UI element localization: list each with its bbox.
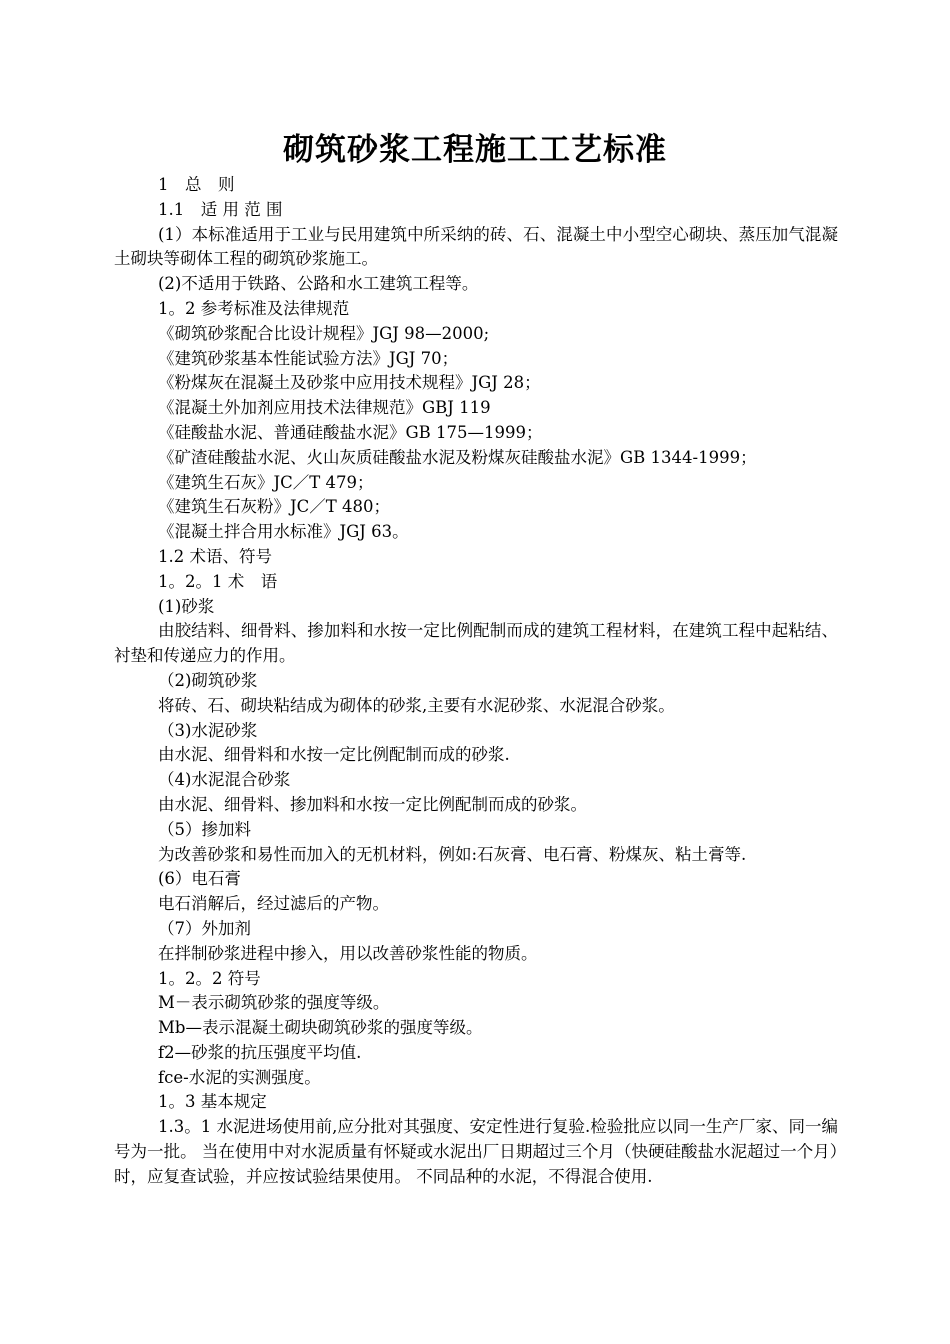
paragraph: 为改善砂浆和易性而加入的无机材料，例如:石灰膏、电石膏、粉煤灰、粘土膏等. [158,844,747,864]
paragraph: 1。2 参考标准及法律规范 [158,298,350,318]
paragraph: 1。2。1 术 语 [158,571,278,591]
paragraph: Mb—表示混凝土砌块砌筑砂浆的强度等级。 [158,1018,483,1038]
paragraph: 《建筑砂浆基本性能试验方法》JGJ 70； [158,348,459,368]
paragraph: 在拌制砂浆进程中掺入，用以改善砂浆性能的物质。 [158,943,538,963]
paragraph: 将砖、石、砌块粘结成为砌体的砂浆,主要有水泥砂浆、水泥混合砂浆。 [158,695,675,715]
paragraph: 由水泥、细骨料、掺加料和水按一定比例配制而成的砂浆。 [158,794,587,814]
paragraph: 《混凝土拌合用水标准》JGJ 63。 [158,522,409,542]
paragraph: 1。3 基本规定 [158,1092,267,1112]
paragraph: M－表示砌筑砂浆的强度等级。 [158,993,390,1013]
paragraph: 由胶结料、细骨料、掺加料和水按一定比例配制而成的建筑工程材料，在建筑工程中起粘结、衬垫和传递应力的作用。 [114,621,838,666]
paragraph: (1）本标准适用于工业与民用建筑中所采纳的砖、石、混凝土中小型空心砌块、蒸压加气混凝土砌块等砌体工程的砌筑砂浆施工。 [114,224,838,269]
paragraph: 《硅酸盐水泥、普通硅酸盐水泥》GB 175—1999； [158,422,543,442]
paragraph: 电石消解后，经过滤后的产物。 [158,894,389,914]
paragraph: (1)砂浆 [158,596,215,616]
document-title: 砌筑砂浆工程施工工艺标准 [283,132,667,168]
paragraph: 1.1 适 用 范 围 [158,199,283,219]
document-body [114,173,838,1190]
paragraph: （3)水泥砂浆 [158,720,258,740]
paragraph: 《砌筑砂浆配合比设计规程》JGJ 98—2000; [158,323,490,343]
paragraph: 由水泥、细骨料和水按一定比例配制而成的砂浆. [158,745,510,765]
paragraph: 《建筑生石灰》JC／T 479； [158,472,374,492]
paragraph: （4)水泥混合砂浆 [158,770,291,790]
paragraph: 《建筑生石灰粉》JC／T 480； [158,497,390,517]
paragraph: 《矿渣硅酸盐水泥、火山灰质硅酸盐水泥及粉煤灰硅酸盐水泥》GB 1344-1999； [158,447,757,467]
paragraph: (2)不适用于铁路、公路和水工建筑工程等。 [158,274,479,294]
paragraph: 《粉煤灰在混凝土及砂浆中应用技术规程》JGJ 28； [158,373,541,393]
paragraph: （5）掺加料 [158,819,251,839]
paragraph: fce-水泥的实测强度。 [158,1067,321,1087]
paragraph: （7）外加剂 [158,918,251,938]
paragraph: 1 总 则 [158,175,235,194]
paragraph: （2)砌筑砂浆 [158,670,258,690]
paragraph: f2—砂浆的抗压强度平均值. [158,1042,362,1062]
paragraph: (6）电石膏 [158,869,241,889]
paragraph: 1。2。2 符号 [158,968,261,988]
paragraph: 《混凝土外加剂应用技术法律规范》GBJ 119 [158,398,491,418]
paragraph: 1.3。1 水泥进场使用前,应分批对其强度、安定性进行复验.检验批应以同一生产厂家、同一编号为一批。 当在使用中对水泥质量有怀疑或水泥出厂日期超过三个月（快硬硅酸盐水泥超过一个月）时，应复查试验，并应按试验结果使用。 不同品种的水泥，不得混合使用. [114,1117,838,1186]
paragraph: 1.2 术语、符号 [158,546,272,566]
